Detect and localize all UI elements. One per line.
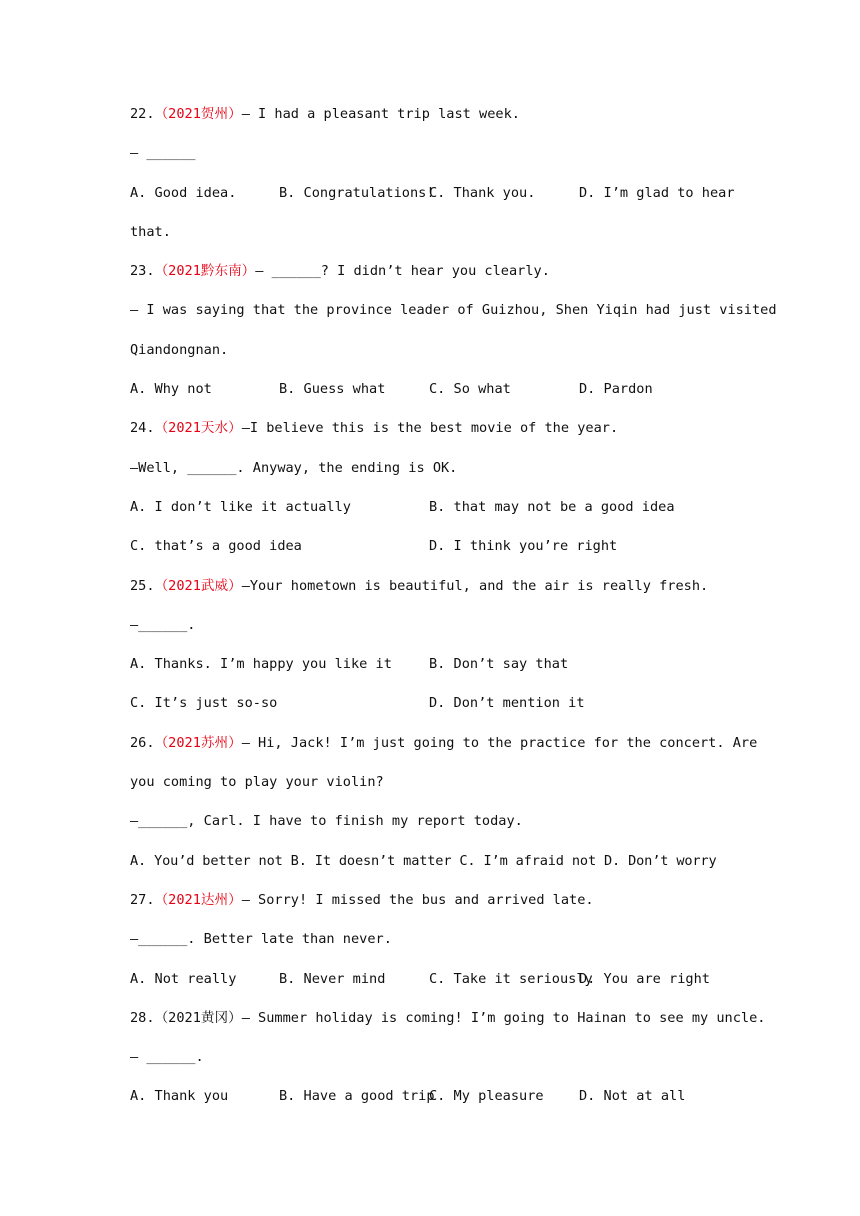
- option-b: B. Have a good trip: [279, 1088, 435, 1105]
- option-c: C. Thank you.: [429, 184, 536, 201]
- question-number: 28.: [130, 1009, 155, 1026]
- question-number: 24.: [130, 420, 155, 437]
- option-a: A. Not really: [130, 970, 237, 987]
- question-26-stem-continued: you coming to play your violin?: [130, 774, 384, 791]
- option-a: A. Good idea.: [130, 184, 237, 201]
- document-page: [130, 101, 777, 1123]
- question-24-stem: [130, 415, 730, 454]
- question-25-stem: [130, 573, 730, 612]
- question-22-stem: [130, 101, 730, 140]
- question-text: — ______? I didn’t hear you clearly.: [255, 263, 550, 280]
- option-a: A. Why not: [130, 381, 212, 398]
- option-b: B. that may not be a good idea: [429, 498, 675, 515]
- question-text: —Your hometown is beautiful, and the air is really fresh.: [241, 577, 709, 594]
- question-28-options: [130, 1083, 730, 1122]
- question-source: （2021黄冈）: [154, 1009, 242, 1026]
- question-22-options-continued: that.: [130, 223, 171, 240]
- question-23-stem: [130, 258, 730, 297]
- question-26-stem: [130, 730, 758, 769]
- question-25-response: —______.: [130, 616, 196, 633]
- option-d: D. Not at all: [579, 1088, 686, 1105]
- question-28-response: — ______.: [130, 1049, 204, 1066]
- question-text: — I had a pleasant trip last week.: [241, 106, 520, 122]
- question-27-stem: [130, 887, 730, 926]
- question-26-response: —______, Carl. I have to finish my report today.: [130, 813, 523, 830]
- question-text: — Hi, Jack! I’m just going to the practice for the concert. Are: [241, 734, 758, 751]
- option-d: D. I’m glad to hear: [579, 184, 735, 201]
- question-text: —I believe this is the best movie of the year.: [241, 420, 619, 437]
- question-source: （2021黔东南）: [154, 263, 256, 280]
- question-source: （2021贺州）: [154, 106, 242, 122]
- question-25-options-row-1: [130, 651, 730, 690]
- question-23-response: — I was saying that the province leader of Guizhou, Shen Yiqin had just visited: [130, 302, 777, 319]
- question-source: （2021天水）: [154, 420, 242, 437]
- option-c: C. that’s a good idea: [130, 538, 302, 555]
- option-d: D. You are right: [579, 970, 710, 987]
- option-a: A. Thank you: [130, 1088, 229, 1105]
- option-b: B. Don’t say that: [429, 656, 569, 673]
- option-c: C. So what: [429, 381, 511, 398]
- question-number: 22.: [130, 106, 155, 122]
- option-a: A. I don’t like it actually: [130, 498, 351, 515]
- option-b: B. Congratulations!: [279, 184, 435, 201]
- option-b: B. Guess what: [279, 381, 386, 398]
- question-23-response-continued: Qiandongnan.: [130, 341, 229, 358]
- option-d: D. Pardon: [579, 381, 653, 398]
- question-text: — Summer holiday is coming! I’m going to Hainan to see my uncle.: [241, 1009, 766, 1026]
- option-c: C. Take it seriously: [429, 970, 593, 987]
- option-c: C. It’s just so-so: [130, 695, 278, 712]
- question-source: （2021达州）: [154, 891, 242, 908]
- option-c: C. My pleasure: [429, 1088, 544, 1105]
- question-27-response: —______. Better late than never.: [130, 931, 392, 948]
- question-number: 26.: [130, 734, 155, 751]
- question-26-options: A. You’d better not B. It doesn’t matter C. I’m afraid not D. Don’t worry: [130, 852, 717, 869]
- question-source: （2021武威）: [154, 577, 242, 594]
- question-25-options-row-2: [130, 690, 730, 729]
- question-22-options: [130, 180, 735, 219]
- option-b: B. Never mind: [279, 970, 386, 987]
- question-24-options-row-2: [130, 533, 730, 572]
- question-22-response: — ______: [130, 145, 196, 162]
- question-24-options-row-1: [130, 494, 730, 533]
- question-number: 23.: [130, 263, 155, 280]
- question-number: 27.: [130, 891, 155, 908]
- option-a: A. Thanks. I’m happy you like it: [130, 656, 392, 673]
- question-text: — Sorry! I missed the bus and arrived late.: [241, 891, 594, 908]
- question-27-options: [130, 966, 730, 1005]
- question-source: （2021苏州）: [154, 734, 242, 751]
- option-d: D. I think you’re right: [429, 538, 618, 555]
- question-28-stem: [130, 1005, 766, 1044]
- question-number: 25.: [130, 577, 155, 594]
- question-23-options: [130, 376, 730, 415]
- question-24-response: —Well, ______. Anyway, the ending is OK.: [130, 459, 458, 476]
- option-d: D. Don’t mention it: [429, 695, 585, 712]
